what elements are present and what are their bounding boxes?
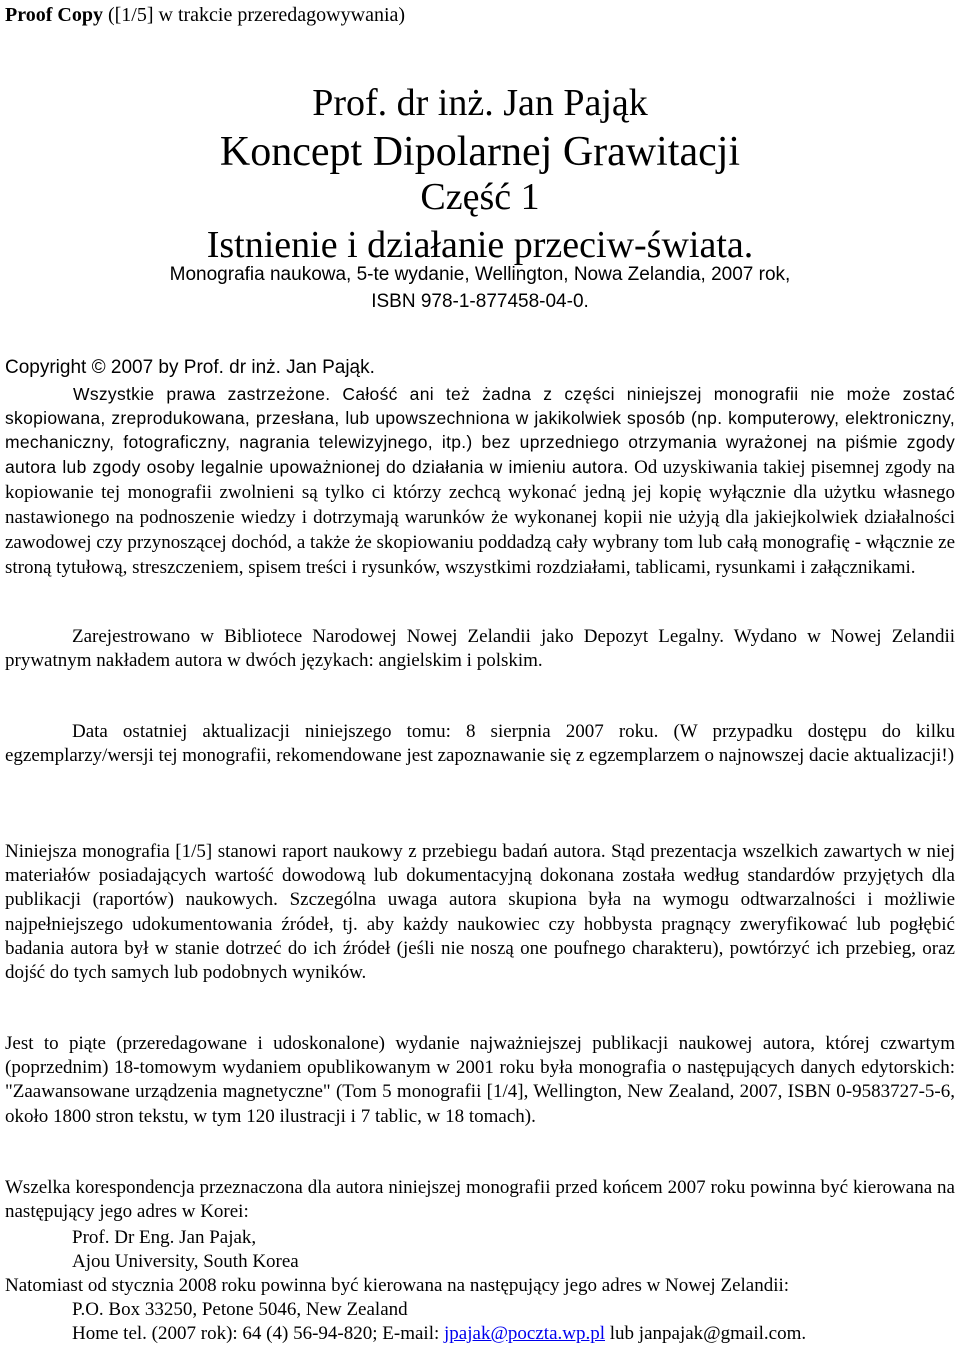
rights-paragraph bbox=[5, 382, 955, 581]
nz-address-line-1: P.O. Box 33250, Petone 5046, New Zealand bbox=[72, 1299, 408, 1320]
title-author: Prof. dr inż. Jan Pająk bbox=[312, 82, 648, 124]
korea-address-line-1: Prof. Dr Eng. Jan Pajak, bbox=[72, 1227, 257, 1248]
publication-line-2: ISBN 978-1-877458-04-0. bbox=[371, 291, 589, 312]
proof-copy-note: ([1/5] w trakcie przeredagowywania) bbox=[102, 4, 406, 26]
title-main: Koncept Dipolarnej Grawitacji bbox=[219, 129, 741, 175]
publication-line-1: Monografia naukowa, 5-te wydanie, Wellington, Nowa Zelandia, 2007 rok, bbox=[169, 264, 791, 285]
phone-text: Home tel. (2007 rok): 64 (4) 56-94-820; E-mail: bbox=[72, 1323, 445, 1344]
alt-email-text: lub janpajak@gmail.com. bbox=[605, 1323, 807, 1344]
nz-contact-line bbox=[72, 1322, 806, 1346]
nz-address-intro: Natomiast od stycznia 2008 roku powinna być kierowana na następujący jego adres w Nowej Zelandii: bbox=[5, 1275, 790, 1296]
update-date-paragraph: Data ostatniej aktualizacji niniejszego tomu: 8 sierpnia 2007 roku. (W przypadku dostępu do kilku egzemplarzy/wersji tej monografii, rekomendowane jest zapoznawanie się z egzemplarzem o najnowszej dacie aktualizacji!) bbox=[5, 721, 955, 767]
korea-address-line-2: Ajou University, South Korea bbox=[72, 1251, 299, 1272]
rights-exception-text: Od uzyskiwania takiej pisemnej zgody na kopiowanie tej monografii zwolnieni są tylko ci którzy zechcą wykonać jedną jej kopię wyłącznie dla użytku własnego nastawionego na podnoszenie wiedzy i dotrzymają warunków że wykonanej kopii nie użyją dla jakiejkolwiek działalności zawodowej czy przynoszącej dochód, a także że skopiowaniu poddadzą cały wybrany tom lub całą monografię - włącznie ze stroną tytułową, streszczeniem, spisem treści i rysunków, wszystkimi rozdziałami, tablicami, rysunkami i załącznikami. bbox=[5, 456, 955, 579]
report-paragraph: Niniejsza monografia [1/5] stanowi raport naukowy z przebiegu badań autora. Stąd prezentacja wszelkich zawartych w niej materiałów posiadających wartość dowodową lub dokumentacyjną dokonana została według standardów przyjętych dla publikacji (raportów) naukowych. Szczególna uwaga autora skupiona była na wymogu odtwarzalności i możliwie najpełniejszego udokumentowania źródeł, tj. aby każdy naukowiec czy hobbysta pragnący zweryfikować lub pogłębić badania autora był w stanie dotrzeć do ich źródeł (jeśli nie noszą one poufnego charakteru), powtórzyć ich przebieg, oraz dojść do tych samych lub podobnych wyników. bbox=[5, 841, 955, 984]
register-paragraph: Zarejestrowano w Bibliotece Narodowej Nowej Zelandii jako Depozyt Legalny. Wydano w Nowej Zelandii prywatnym nakładem autora w dwóch językach: angielskim i polskim. bbox=[5, 626, 955, 672]
title-subtitle: Istnienie i działanie przeciw-świata. bbox=[206, 224, 754, 266]
rights-text: Wszystkie prawa zastrzeżone. Całość ani też żadna z części niniejszej monografii nie może zostać skopiowana, zreprodukowana, przesłana, lub upowszechniona w jakikolwiek sposób (np. komputerowy, elektroniczny, mechaniczny, fotograficzny, nagrania telewizyjnego, itp.) bez uprzedniego otrzymania wyrażonej na piśmie zgody autora lub zgody osoby legalnie upoważnionej do działania w imieniu autora. bbox=[5, 384, 955, 477]
title-part: Część 1 bbox=[420, 176, 540, 218]
proof-copy-header bbox=[5, 3, 405, 27]
copyright-line: Copyright © 2007 by Prof. dr inż. Jan Pająk. bbox=[5, 357, 375, 378]
edition-paragraph: Jest to piąte (przeredagowane i udoskonalone) wydanie najważniejszej publikacji naukowej autora, której czwartym (poprzednim) 18-tomowym wydaniem opublikowanym w 2001 roku była monografia o następujących danych edytorskich: "Zaawansowane urządzenia magnetyczne" (Tom 5 monografii [1/4], Wellington, New Zealand, 2007, ISBN 0-9583727-5-6, około 1800 stron tekstu, w tym 120 ilustracji i 7 tablic, w 18 tomach). bbox=[5, 1033, 955, 1127]
proof-copy-label: Proof Copy bbox=[5, 4, 103, 26]
correspondence-paragraph: Wszelka korespondencja przeznaczona dla autora niniejszej monografii przed końcem 2007 roku powinna być kierowana na następujący jego adres w Korei: bbox=[5, 1177, 955, 1223]
email-link[interactable]: jpajak@poczta.wp.pl bbox=[444, 1323, 606, 1344]
